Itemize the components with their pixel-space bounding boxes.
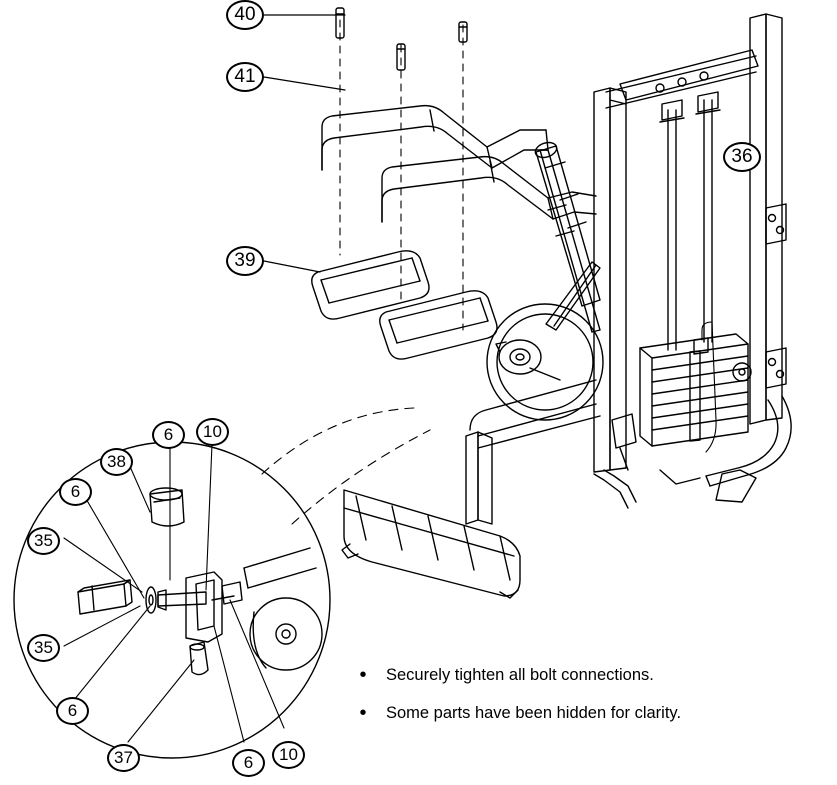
- callout-35-lower: [27, 634, 60, 662]
- callout-35-upper: [27, 527, 60, 555]
- callout-label: 6: [163, 425, 174, 444]
- detail-tube-35-left: [78, 580, 132, 614]
- callout-38: [100, 448, 133, 476]
- callout-label: 35: [34, 531, 53, 550]
- callout-label: 37: [114, 748, 133, 767]
- callout-6-bottom: [232, 749, 265, 777]
- callout-label: 41: [234, 66, 256, 87]
- alignment-dashes: [340, 20, 463, 330]
- detail-frame-fragment: [244, 548, 322, 670]
- callout-label: 10: [203, 422, 222, 441]
- callout-label: 10: [279, 745, 298, 764]
- note-item: [340, 665, 810, 685]
- pad-lower: [380, 291, 497, 359]
- callout-41: [226, 62, 264, 92]
- base-footplate: [342, 490, 520, 598]
- note-item: [340, 703, 810, 723]
- upper-arm-left: [322, 106, 492, 170]
- detail-pulley-38: [150, 488, 184, 526]
- pulley-hub: [496, 340, 560, 380]
- callout-label: 38: [107, 452, 126, 471]
- right-side-plate: [766, 204, 786, 388]
- callout-label: 6: [70, 482, 81, 501]
- callout-10-bottom: [272, 741, 305, 769]
- callout-39: [226, 246, 264, 276]
- callout-label: 35: [34, 638, 53, 657]
- detail-bracket-37: [186, 572, 242, 642]
- base-frame-right: [660, 396, 791, 502]
- bullet-icon: •: [359, 702, 367, 724]
- note-text: Some parts have been hidden for clarity.: [386, 704, 682, 722]
- frame-top-crossbar: [620, 50, 758, 100]
- callout-40: [226, 0, 264, 30]
- callout-label: 40: [234, 4, 256, 25]
- callout-6-top: [152, 421, 185, 449]
- detail-callout-lines: [262, 408, 430, 524]
- callout-label: 6: [67, 701, 78, 720]
- detail-bolt-long: [158, 590, 206, 610]
- callout-label: 39: [234, 250, 256, 271]
- arm-pivot-link: [487, 130, 596, 219]
- weight-stack: [640, 334, 748, 446]
- callout-36: [723, 142, 761, 172]
- callout-label: 6: [243, 753, 254, 772]
- callout-10-top: [196, 418, 229, 446]
- guide-rods-36: [660, 92, 720, 350]
- pulley-wheel-large: [487, 304, 603, 420]
- assembly-notes: [340, 665, 810, 741]
- callout-label: 36: [731, 146, 753, 167]
- upper-arm-right: [382, 157, 553, 222]
- note-text: Securely tighten all bolt connections.: [386, 666, 654, 684]
- callout-6-left: [59, 478, 92, 506]
- frame-right-tower: [594, 14, 782, 472]
- leader-lines: [264, 15, 345, 272]
- pad-upper-39: [312, 251, 429, 319]
- seat-support: [612, 414, 636, 470]
- callout-6-bottom-left: [56, 697, 89, 725]
- bullet-icon: •: [359, 664, 367, 686]
- detail-clip-37: [190, 642, 208, 675]
- callout-37: [107, 744, 140, 772]
